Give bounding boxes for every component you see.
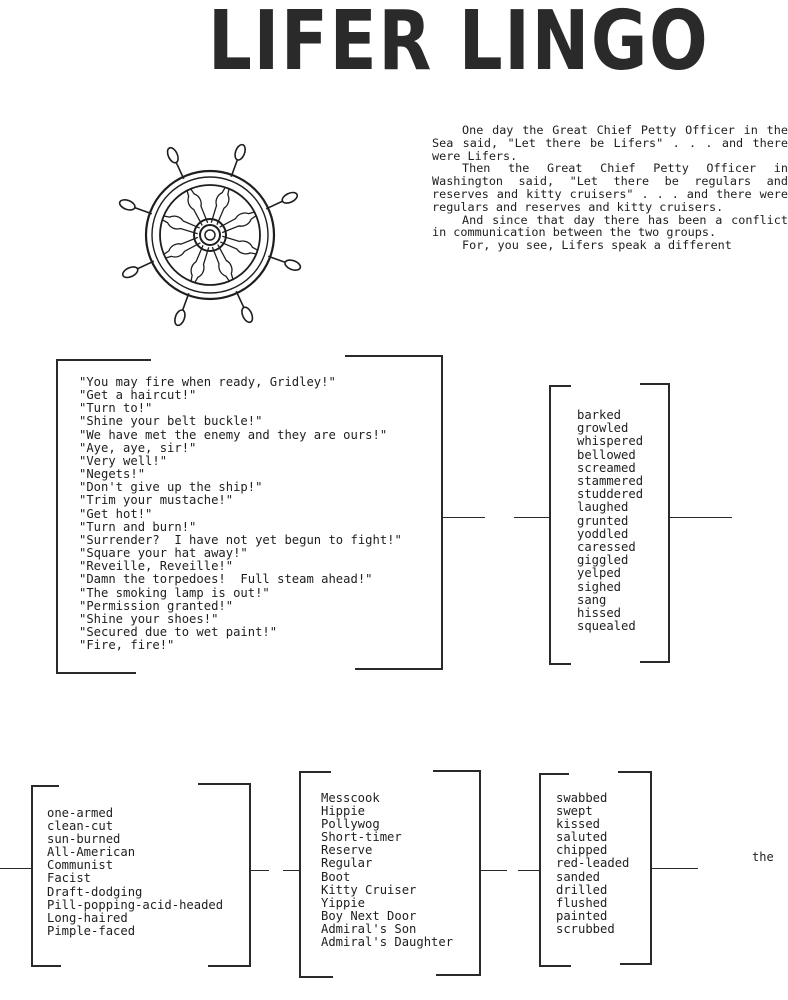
speech-verbs-list <box>577 409 643 633</box>
connector-line <box>0 868 32 869</box>
connector-line <box>670 517 732 518</box>
list-item: clean-cut <box>47 819 114 834</box>
list-item: "You may fire when ready, Gridley!" <box>79 375 336 389</box>
list-item: one-armed <box>47 806 114 820</box>
list-item: "Damn the torpedoes! Full steam ahead!" <box>79 572 373 587</box>
list-item: "Turn and burn!" <box>79 519 197 534</box>
list-item: Boot <box>321 869 351 884</box>
list-item: sang <box>577 592 607 607</box>
list-item: yoddled <box>577 526 629 541</box>
list-item: Facist <box>47 871 92 886</box>
intro-paragraph: For, you see, Lifers speak a different <box>462 238 732 253</box>
adjectives-list <box>47 807 223 938</box>
page-title: LIFER LINGO <box>208 0 710 89</box>
list-item: Boy Next Door <box>321 908 417 923</box>
list-item: Hippie <box>321 804 366 819</box>
connector-line <box>283 870 300 871</box>
action-verbs-list <box>556 792 629 936</box>
list-item: "Turn to!" <box>79 401 153 416</box>
list-item: Draft-dodging <box>47 884 143 899</box>
list-item: Reserve <box>321 843 373 858</box>
list-item: grunted <box>577 513 629 528</box>
list-item: Messcook <box>321 791 380 805</box>
ships-wheel-illustration <box>110 135 310 335</box>
connector-line <box>481 870 507 871</box>
list-item: growled <box>577 421 629 436</box>
list-item: "Square your hat away!" <box>79 546 248 561</box>
connector-line <box>652 868 698 869</box>
list-item: stammered <box>577 474 644 489</box>
intro-paragraph: One day the Great Chief Petty Officer in the Sea said, "Let there be Lifers" . . . and there were Lifers. <box>432 123 788 163</box>
list-item: "Reveille, Reveille!" <box>79 559 234 574</box>
list-item: squealed <box>577 619 636 634</box>
list-item: whispered <box>577 434 644 449</box>
list-item: Regular <box>321 856 373 871</box>
intro-text <box>432 124 788 252</box>
list-item: "Trim your mustache!" <box>79 493 234 508</box>
list-item: "Get hot!" <box>79 506 153 521</box>
list-item: saluted <box>556 830 608 845</box>
connector-line <box>443 517 485 518</box>
list-item: scrubbed <box>556 921 615 936</box>
list-item: "We have met the enemy and they are ours!" <box>79 427 388 442</box>
list-item: Admiral's Son <box>321 921 417 936</box>
list-item: chipped <box>556 843 608 858</box>
list-item: Long-haired <box>47 910 128 925</box>
list-item: All-American <box>47 845 136 860</box>
nouns-list <box>321 792 453 949</box>
list-item: "Get a haircut!" <box>79 388 197 403</box>
intro-paragraph: And since that day there has been a conflict in communication between the two groups. <box>432 212 788 240</box>
list-item: Pill-popping-acid-headed <box>47 897 224 912</box>
list-item: "Secured due to wet paint!" <box>79 624 278 639</box>
list-item: Kitty Cruiser <box>321 882 417 897</box>
list-item: hissed <box>577 606 622 621</box>
list-item: Yippie <box>321 895 366 910</box>
list-item: Communist <box>47 858 114 873</box>
connector-line <box>251 870 269 871</box>
list-item: "Surrender? I have not yet begun to fight!" <box>79 532 402 547</box>
list-item: swabbed <box>556 791 608 805</box>
list-item: yelped <box>577 566 622 581</box>
list-item: sun-burned <box>47 832 121 847</box>
list-item: "The smoking lamp is out!" <box>79 585 270 600</box>
list-item: red-leaded <box>556 856 630 871</box>
list-item: "Fire, fire!" <box>79 638 175 653</box>
list-item: "Don't give up the ship!" <box>79 480 263 495</box>
list-item: painted <box>556 908 608 923</box>
list-item: flushed <box>556 895 608 910</box>
list-item: caressed <box>577 540 636 555</box>
list-item: laughed <box>577 500 629 515</box>
quotes-list <box>79 376 402 652</box>
list-item: "Very well!" <box>79 453 168 468</box>
list-item: Admiral's Daughter <box>321 935 454 950</box>
list-item: "Permission granted!" <box>79 598 234 613</box>
list-item: bellowed <box>577 447 636 462</box>
connector-line <box>518 870 540 871</box>
list-item: screamed <box>577 460 636 475</box>
list-item: "Negets!" <box>79 467 146 482</box>
intro-paragraph: Then the Great Chief Petty Officer in Washington said, "Let there be regulars and reserves and kitty cruisers" . . . and there were regulars and reserves and kitty cruisers. <box>432 161 788 214</box>
list-item: Short-timer <box>321 830 402 845</box>
list-item: sighed <box>577 579 622 594</box>
list-item: "Shine your belt buckle!" <box>79 414 263 429</box>
trailing-word: the <box>752 850 774 864</box>
list-item: barked <box>577 408 622 422</box>
list-item: Pimple-faced <box>47 923 136 938</box>
list-item: Pollywog <box>321 817 380 832</box>
list-item: kissed <box>556 817 601 832</box>
connector-line <box>514 517 550 518</box>
list-item: studdered <box>577 487 644 502</box>
list-item: sanded <box>556 869 601 884</box>
list-item: drilled <box>556 882 608 897</box>
list-item: "Shine your shoes!" <box>79 611 219 626</box>
list-item: giggled <box>577 553 629 568</box>
list-item: swept <box>556 804 593 819</box>
list-item: "Aye, aye, sir!" <box>79 440 197 455</box>
